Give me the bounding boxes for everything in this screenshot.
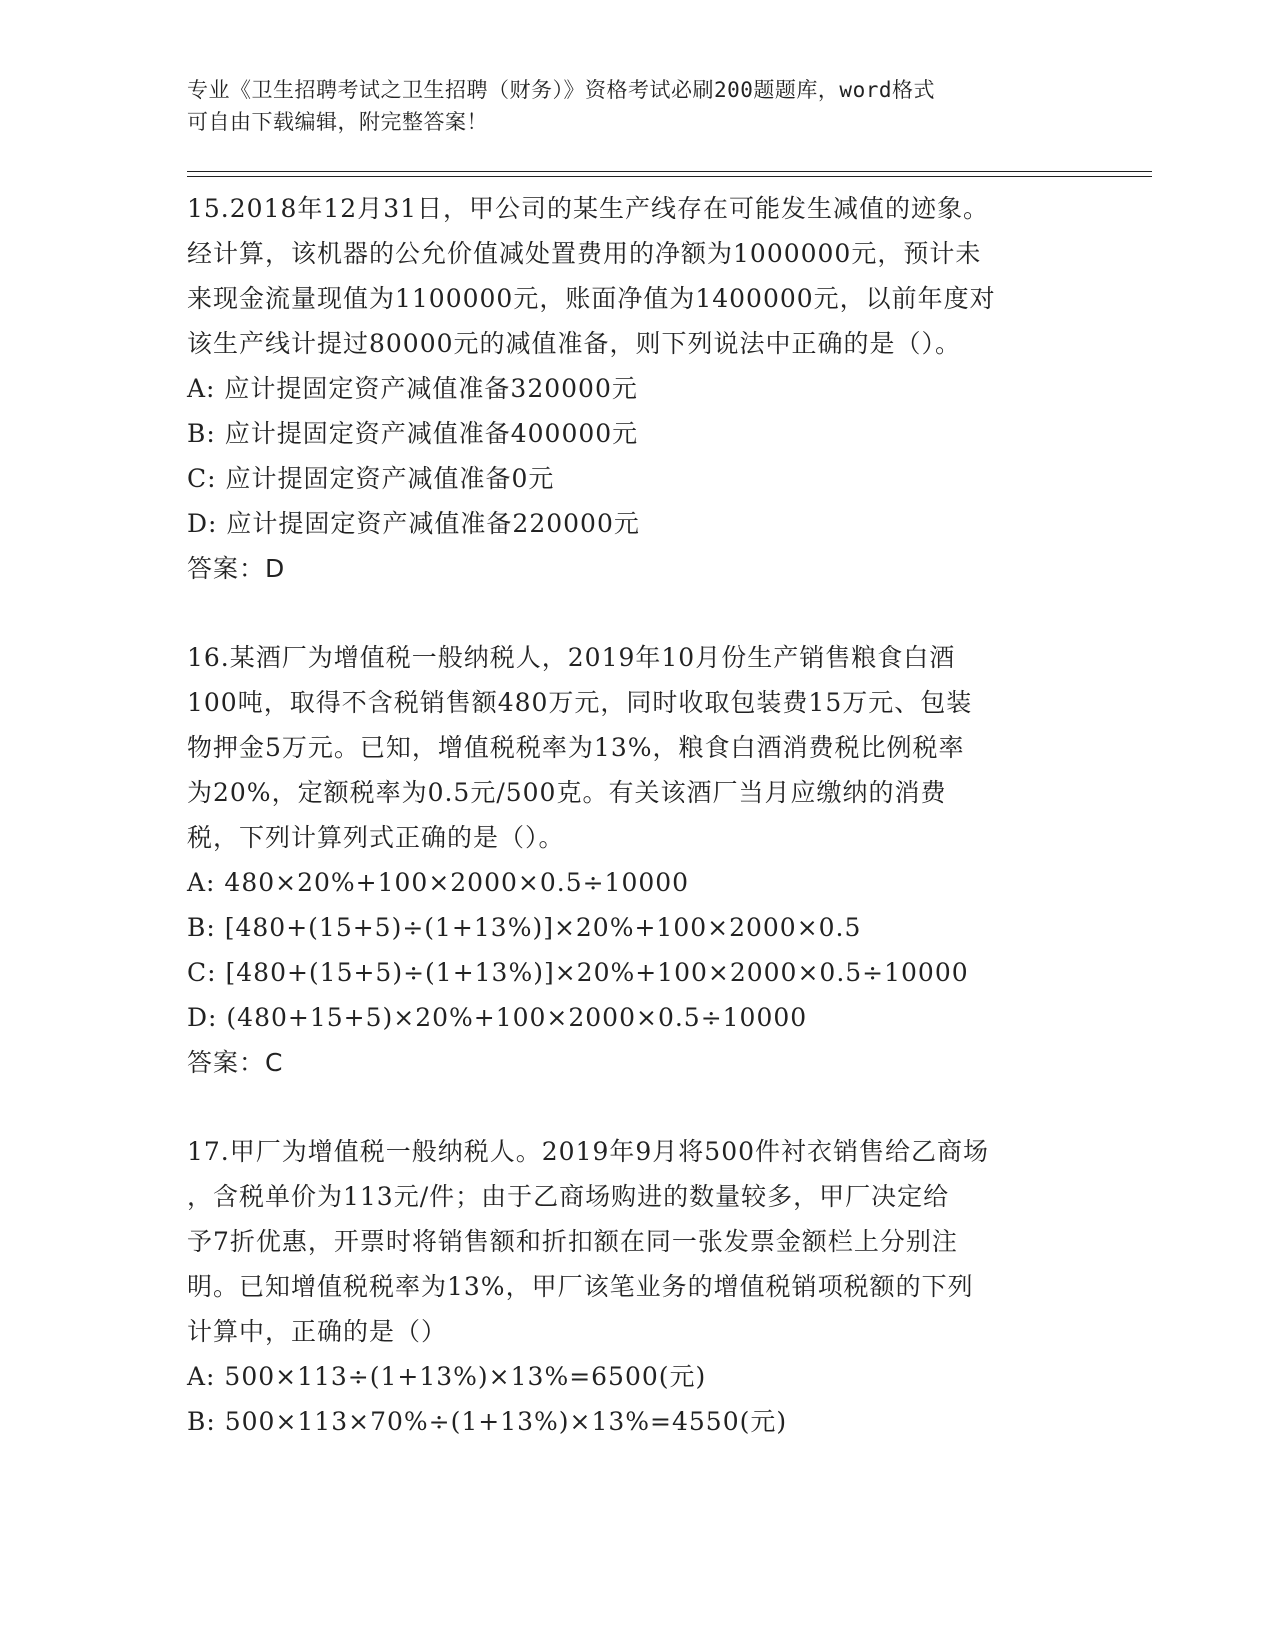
question-text-line: 来现金流量现值为1100000元，账面净值为1400000元，以前年度对: [187, 284, 996, 313]
option-b: B: 应计提固定资产减值准备400000元: [187, 419, 639, 448]
option-b: B: 500×113×70%÷(1+13%)×13%=4550(元): [187, 1407, 788, 1436]
question-text-line: 17.甲厂为增值税一般纳税人。2019年9月将500件衬衣销售给乙商场: [187, 1137, 990, 1166]
question-text-line: 物押金5万元。已知，增值税税率为13%，粮食白酒消费税比例税率: [187, 733, 965, 762]
header-rule-bottom: [187, 176, 1152, 177]
option-a: A: 480×20%+100×2000×0.5÷10000: [187, 868, 690, 897]
option-d: D: (480+15+5)×20%+100×2000×0.5÷10000: [187, 1003, 808, 1032]
question-text-line: 经计算，该机器的公允价值减处置费用的净额为1000000元，预计未: [187, 239, 982, 268]
question-spacer: [187, 591, 1087, 635]
option-a: A: 500×113÷(1+13%)×13%=6500(元): [187, 1362, 707, 1391]
option-c: C: 应计提固定资产减值准备0元: [187, 464, 555, 493]
question-text-line: 该生产线计提过80000元的减值准备，则下列说法中正确的是（）。: [187, 329, 962, 358]
option-d: D: 应计提固定资产减值准备220000元: [187, 509, 640, 538]
question-text-line: 16.某酒厂为增值税一般纳税人，2019年10月份生产销售粮食白酒: [187, 643, 956, 672]
answer-label: 答案：D: [187, 554, 286, 583]
answer-label: 答案：C: [187, 1048, 284, 1077]
question-text-line: 明。已知增值税税率为13%，甲厂该笔业务的增值税销项税额的下列: [187, 1272, 974, 1301]
header-line-1: 专业《卫生招聘考试之卫生招聘（财务）》资格考试必刷200题题库，word格式: [187, 78, 935, 102]
question-text-line: 为20%，定额税率为0.5元/500克。有关该酒厂当月应缴纳的消费: [187, 778, 947, 807]
question-list: [187, 186, 1087, 1444]
option-a: A: 应计提固定资产减值准备320000元: [187, 374, 638, 403]
document-header: [187, 74, 1067, 138]
question-17: [187, 1129, 1087, 1444]
question-text-line: ，含税单价为113元/件；由于乙商场购进的数量较多，甲厂决定给: [187, 1182, 950, 1211]
question-spacer: [187, 1085, 1087, 1129]
question-text-line: 税，下列计算列式正确的是（）。: [187, 823, 565, 852]
question-text-line: 100吨，取得不含税销售额480万元，同时收取包装费15万元、包装: [187, 688, 973, 717]
option-c: C: [480+(15+5)÷(1+13%)]×20%+100×2000×0.5÷10000: [187, 958, 969, 987]
option-b: B: [480+(15+5)÷(1+13%)]×20%+100×2000×0.5: [187, 913, 862, 942]
question-16: [187, 635, 1087, 1085]
header-line-2: 可自由下载编辑，附完整答案！: [187, 110, 488, 134]
question-text-line: 予7折优惠，开票时将销售额和折扣额在同一张发票金额栏上分别注: [187, 1227, 958, 1256]
question-text-line: 计算中，正确的是（）: [187, 1317, 448, 1346]
header-rule-top: [187, 171, 1152, 172]
question-15: [187, 186, 1087, 591]
question-text-line: 15.2018年12月31日，甲公司的某生产线存在可能发生减值的迹象。: [187, 194, 990, 223]
